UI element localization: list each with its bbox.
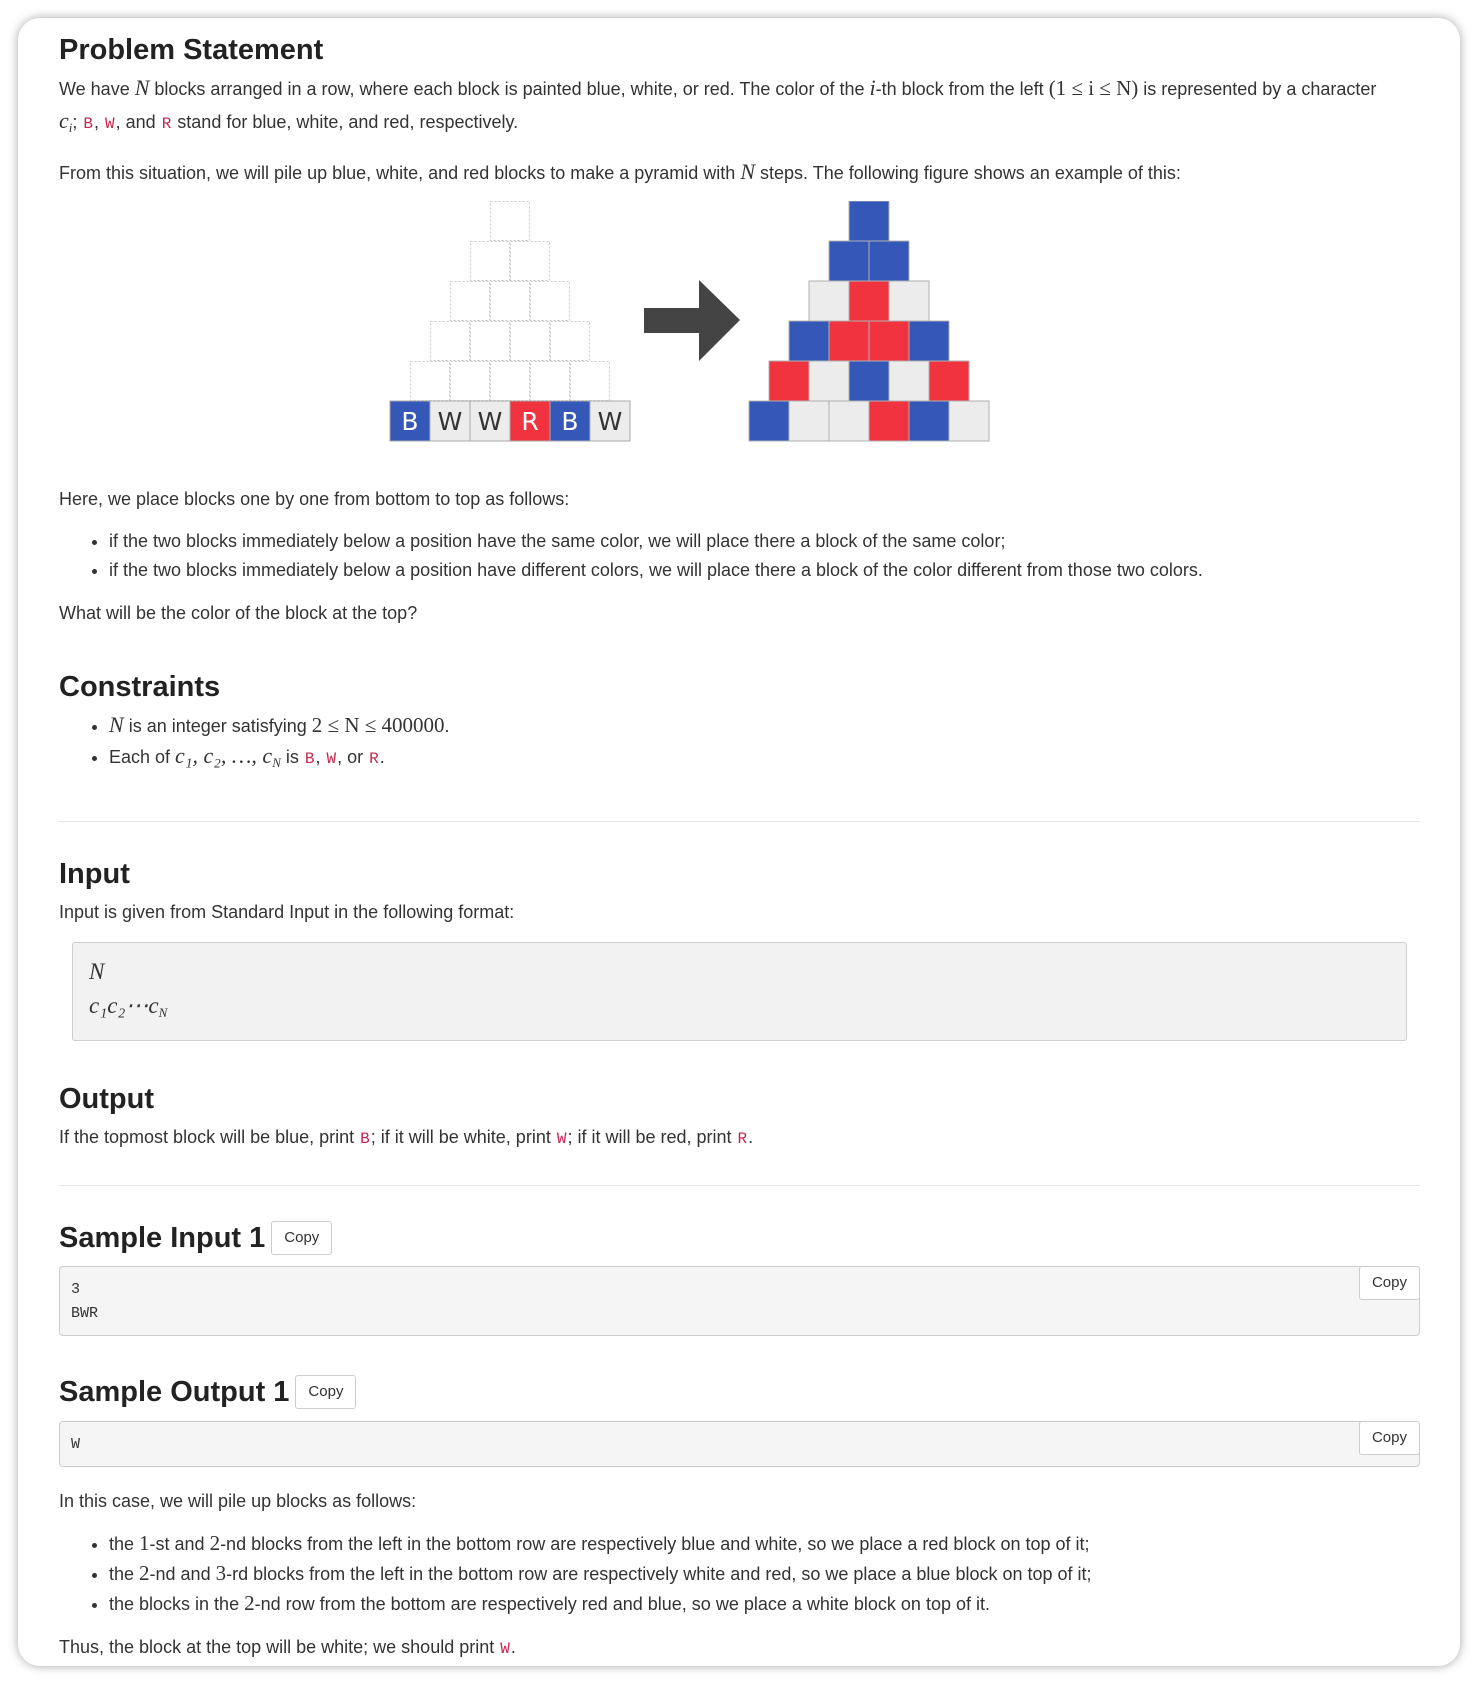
pyramid-block — [889, 361, 929, 401]
format-line-c — [89, 989, 1390, 1030]
text: . — [748, 1127, 754, 1147]
text: , — [315, 746, 326, 767]
empty-slot — [471, 322, 510, 361]
constraints-heading: Constraints — [59, 671, 221, 704]
math-number: 2 — [244, 1590, 255, 1615]
sample-input-1-copy-button[interactable]: Copy — [271, 1221, 332, 1255]
pyramid-block — [909, 401, 949, 441]
bottom-block-letter: B — [401, 407, 419, 437]
text: -nd blocks from the left in the bottom row are respectively blue and white, so we place a red block on top of it; — [220, 1533, 1090, 1554]
text: . — [510, 1636, 516, 1657]
text: the blocks in the — [109, 1593, 245, 1614]
pyramid-block — [809, 281, 849, 321]
text: , and — [115, 112, 161, 133]
bottom-block-letter: W — [477, 407, 503, 437]
bottom-block-letter: W — [437, 407, 463, 437]
empty-slot — [491, 282, 530, 321]
text: -nd and — [149, 1563, 216, 1584]
text: -st and — [149, 1533, 210, 1554]
pyramid-block — [949, 401, 989, 441]
text: -th block from the left — [875, 79, 1049, 100]
sample-input-1-inline-copy-button[interactable]: Copy — [1359, 1266, 1420, 1300]
math-number: 3 — [215, 1560, 227, 1585]
input-heading: Input — [59, 857, 130, 890]
pyramid-block — [869, 401, 909, 441]
empty-slot — [451, 362, 490, 401]
section-divider — [59, 1185, 1420, 1186]
math-seq: c₁c₂⋯c — [89, 992, 159, 1018]
pyramid-block — [769, 361, 809, 401]
math-range: (1 ≤ i ≤ N) — [1048, 76, 1139, 101]
explanation-conclusion — [59, 1631, 1420, 1665]
arrow-icon — [644, 280, 740, 361]
pyramid-figure — [59, 201, 1420, 469]
explanation-list — [59, 1529, 1420, 1619]
sample-input-1-header — [59, 1220, 1420, 1256]
problem-paragraph-3: Here, we place blocks one by one from bottom to top as follows: — [59, 489, 570, 510]
section-divider — [59, 821, 1420, 822]
empty-slot — [451, 282, 490, 321]
text: , — [94, 112, 105, 133]
input-description: Input is given from Standard Input in the following format: — [59, 901, 515, 922]
pyramid-block — [929, 361, 969, 401]
problem-paragraph-4: What will be the color of the block at the top? — [59, 603, 418, 624]
empty-slot — [491, 202, 530, 241]
rule-item-same: • if the two blocks immediately below a position have the same color, we will place there a block of the same color; — [109, 527, 1420, 556]
code-W: W — [500, 1639, 510, 1658]
pyramid-block — [849, 361, 889, 401]
math-i: i — [869, 75, 876, 101]
sample-input-1-heading: Sample Input 1 — [59, 1222, 266, 1254]
sample-output-1-copy-button[interactable]: Copy — [295, 1375, 356, 1409]
code-W: W — [326, 749, 337, 768]
text: -rd blocks from the left in the bottom row are respectively white and red, so we place a blue block on top of it; — [226, 1563, 1092, 1584]
format-line-n: N — [89, 958, 105, 984]
math-c: c — [59, 108, 69, 134]
code-W: W — [556, 1130, 567, 1148]
explanation-item — [109, 1529, 1420, 1559]
text: -nd row from the bottom are respectively red and blue, so we place a white block on top of it. — [254, 1593, 990, 1614]
sample-output-1-block — [59, 1421, 1420, 1467]
text: ; if it will be white, print — [370, 1127, 556, 1147]
empty-slot — [411, 362, 450, 401]
text: Thus, the block at the top will be white; we should print — [59, 1636, 500, 1657]
problem-paragraph-1 — [59, 72, 1420, 144]
pyramid-block — [829, 401, 869, 441]
pyramid-block — [829, 241, 869, 281]
text: is an integer satisfying — [123, 715, 312, 736]
text: is represented by a character — [1138, 79, 1377, 100]
code-B: B — [83, 115, 94, 134]
code-R: R — [737, 1130, 748, 1148]
text: the — [109, 1563, 140, 1584]
math-sub-i: i — [68, 120, 73, 136]
text: From this situation, we will pile up blue, white, and red blocks to make a pyramid with — [59, 163, 741, 184]
code-B: B — [360, 1130, 370, 1148]
text: We have — [59, 79, 135, 100]
math-N: N — [109, 711, 124, 737]
pyramid-block — [889, 281, 929, 321]
math-seq: c₁, c₂, …, c — [175, 742, 273, 768]
math-N: N — [134, 75, 150, 101]
math-sub-N: N — [272, 754, 281, 770]
constraint-c — [109, 741, 1420, 777]
empty-slot — [551, 322, 590, 361]
math-range: 2 ≤ N ≤ 400000 — [311, 712, 445, 737]
empty-slot — [571, 362, 610, 401]
sample-input-1-block — [59, 1266, 1420, 1336]
pyramid-block — [789, 401, 829, 441]
pyramid-block — [869, 321, 909, 361]
rules-list — [59, 527, 1420, 585]
problem-statement-heading: Problem Statement — [59, 34, 324, 66]
math-number: 1 — [139, 1530, 150, 1555]
text: steps. The following figure shows an example of this: — [755, 163, 1181, 184]
pyramid-block — [849, 201, 889, 241]
input-format-box — [72, 942, 1407, 1041]
pyramid-block — [909, 321, 949, 361]
code-R: R — [161, 115, 172, 134]
math-N: N — [740, 159, 755, 185]
empty-slot — [511, 322, 550, 361]
pyramid-block — [849, 281, 889, 321]
bottom-block-letter: W — [597, 407, 623, 437]
text: ; — [72, 112, 83, 133]
math-number: 2 — [209, 1530, 221, 1555]
pyramid-figure-svg — [59, 201, 1449, 469]
empty-slot — [531, 362, 570, 401]
output-heading: Output — [59, 1082, 155, 1115]
problem-paragraph-2 — [59, 156, 1420, 189]
text: If the topmost block will be blue, print — [59, 1127, 360, 1147]
text: . — [444, 715, 450, 736]
code-B: B — [304, 749, 315, 768]
text: blocks arranged in a row, where each block is painted blue, white, or red. The color of the — [149, 79, 870, 100]
math-sub-N: N — [158, 1004, 168, 1020]
constraints-list — [59, 710, 1420, 777]
pyramid-block — [809, 361, 849, 401]
code-W: W — [105, 115, 115, 134]
explanation-item — [109, 1559, 1420, 1589]
pyramid-block — [789, 321, 829, 361]
explanation-intro: In this case, we will pile up blocks as follows: — [59, 1490, 417, 1511]
text: stand for blue, white, and red, respectively. — [172, 112, 519, 133]
sample-output-1-inline-copy-button[interactable]: Copy — [1359, 1421, 1420, 1455]
text: Each of — [109, 746, 176, 767]
empty-slot — [431, 322, 470, 361]
math-number: 2 — [139, 1560, 150, 1585]
pyramid-block — [829, 321, 869, 361]
sample-output-1-header — [59, 1374, 1420, 1410]
empty-slot — [511, 242, 550, 281]
bottom-block-letter: R — [521, 407, 539, 437]
code-R: R — [369, 749, 379, 768]
pyramid-block — [749, 401, 789, 441]
empty-slot — [491, 362, 530, 401]
sample-output-1-content: W — [71, 1435, 81, 1453]
empty-slot — [531, 282, 570, 321]
rule-item-different: • if the two blocks immediately below a position have different colors, we will place there a block of the color different from those two colors. — [109, 556, 1420, 585]
pyramid-block — [869, 241, 909, 281]
sample-input-1-content: 3 BWR — [71, 1281, 99, 1323]
bottom-block-letter: B — [561, 407, 579, 437]
text: . — [379, 746, 385, 767]
text: the — [109, 1533, 140, 1554]
problem-card — [18, 18, 1460, 1666]
constraint-n — [109, 710, 1420, 741]
explanation-item — [109, 1589, 1420, 1619]
output-description — [59, 1121, 1420, 1155]
text: is — [280, 746, 304, 767]
text: , or — [337, 746, 369, 767]
sample-output-1-heading: Sample Output 1 — [59, 1376, 290, 1409]
empty-slot — [471, 242, 510, 281]
text: ; if it will be red, print — [567, 1127, 737, 1147]
